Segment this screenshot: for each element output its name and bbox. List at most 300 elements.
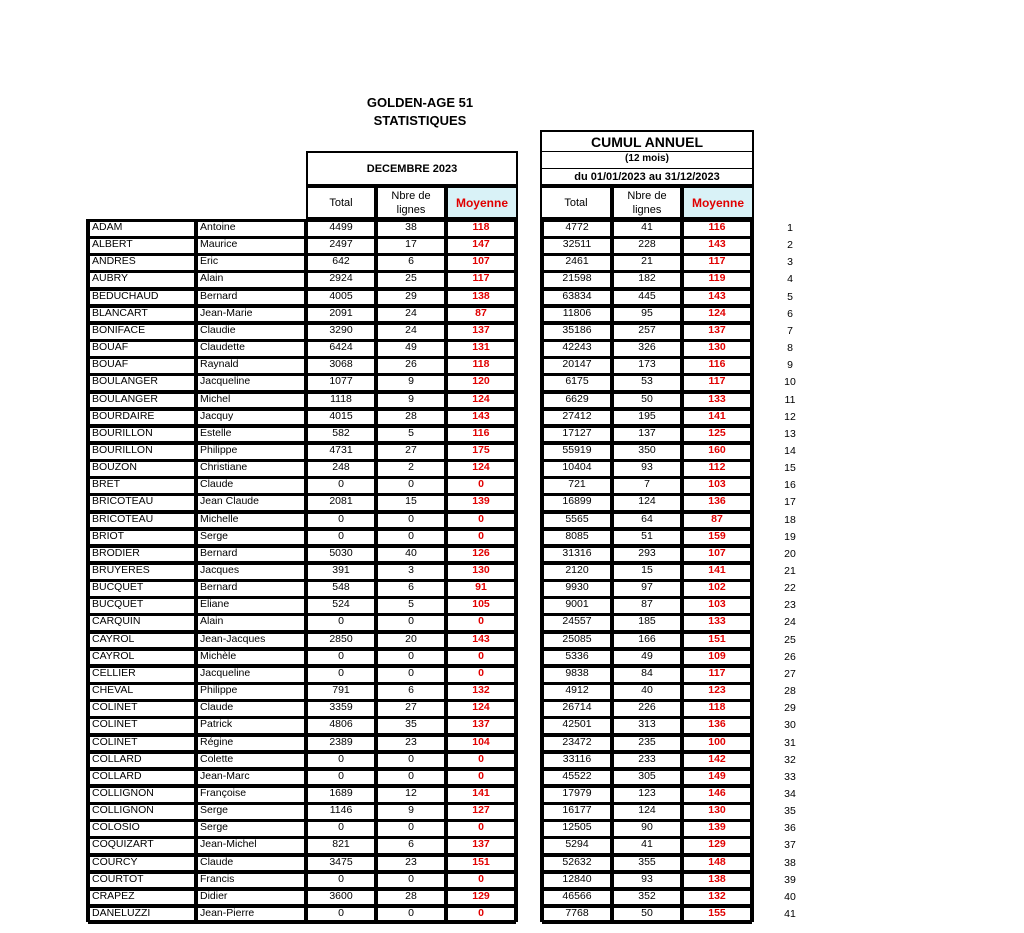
cell-annual-total: 5565: [542, 512, 612, 530]
cell-nom: COURCY: [88, 855, 196, 873]
annual-header-box: [540, 130, 754, 186]
cell-annual-moyenne: 148: [682, 855, 752, 873]
cell-month-moyenne: 124: [446, 700, 516, 718]
cell-prenom: Claude: [196, 855, 306, 873]
cell-annual-moyenne: 133: [682, 614, 752, 632]
cell-annual-total: 4912: [542, 683, 612, 701]
cell-nom: BOUAF: [88, 340, 196, 358]
cell-rang: 9: [787, 359, 793, 372]
cell-month-total: 2497: [306, 237, 376, 255]
cell-annual-total: 5294: [542, 837, 612, 855]
cell-annual-total: 12505: [542, 820, 612, 838]
cell-annual-moyenne: 125: [682, 426, 752, 444]
cell-month-moyenne: 124: [446, 392, 516, 410]
cell-prenom: Claude: [196, 477, 306, 495]
cell-annual-moyenne: 160: [682, 443, 752, 461]
cell-nom: BOUAF: [88, 357, 196, 375]
cell-month-lignes: 5: [376, 426, 446, 444]
cell-month-lignes: 27: [376, 443, 446, 461]
cell-nom: BOUZON: [88, 460, 196, 478]
cell-nom: CELLIER: [88, 666, 196, 684]
cell-annual-lignes: 50: [612, 906, 682, 924]
cell-annual-lignes: 15: [612, 563, 682, 581]
cell-month-total: 2091: [306, 306, 376, 324]
cell-month-total: 821: [306, 837, 376, 855]
cell-nom: CRAPEZ: [88, 889, 196, 907]
cell-month-moyenne: 0: [446, 769, 516, 787]
cell-nom: BLANCART: [88, 306, 196, 324]
cell-annual-lignes: 64: [612, 512, 682, 530]
cell-month-lignes: 24: [376, 323, 446, 341]
cell-prenom: Michel: [196, 392, 306, 410]
cell-prenom: Bernard: [196, 580, 306, 598]
cell-nom: COQUIZART: [88, 837, 196, 855]
cell-month-total: 3068: [306, 357, 376, 375]
cell-month-lignes: 0: [376, 752, 446, 770]
cell-annual-moyenne: 102: [682, 580, 752, 598]
cell-annual-lignes: 41: [612, 220, 682, 238]
cell-month-total: 3475: [306, 855, 376, 873]
cell-annual-total: 42501: [542, 717, 612, 735]
cell-nom: ADAM: [88, 220, 196, 238]
cell-annual-total: 7768: [542, 906, 612, 924]
cell-month-moyenne: 139: [446, 494, 516, 512]
cell-nom: DANELUZZI: [88, 906, 196, 924]
cell-annual-moyenne: 137: [682, 323, 752, 341]
cell-annual-total: 16177: [542, 803, 612, 821]
cell-prenom: Serge: [196, 529, 306, 547]
cell-annual-lignes: 53: [612, 374, 682, 392]
cell-rang: 34: [784, 787, 796, 800]
cell-month-moyenne: 138: [446, 289, 516, 307]
cell-rang: 31: [784, 736, 796, 749]
cell-month-moyenne: 116: [446, 426, 516, 444]
cell-annual-total: 32511: [542, 237, 612, 255]
cell-rang: 21: [784, 565, 796, 577]
cell-annual-total: 17979: [542, 786, 612, 804]
cell-prenom: Jean-Michel: [196, 837, 306, 855]
cell-annual-moyenne: 136: [682, 494, 752, 512]
cell-month-total: 3290: [306, 323, 376, 341]
cell-annual-lignes: 93: [612, 460, 682, 478]
cell-month-lignes: 29: [376, 289, 446, 307]
cell-month-lignes: 0: [376, 649, 446, 667]
cell-annual-lignes: 350: [612, 443, 682, 461]
cell-month-lignes: 0: [376, 614, 446, 632]
cell-prenom: Jean-Jacques: [196, 632, 306, 650]
cell-rang: 41: [784, 908, 796, 920]
cell-annual-total: 5336: [542, 649, 612, 667]
cell-prenom: Jacques: [196, 563, 306, 581]
cell-prenom: Jacquy: [196, 409, 306, 427]
cell-month-lignes: 35: [376, 717, 446, 735]
cell-prenom: Patrick: [196, 717, 306, 735]
cell-rang: 8: [787, 342, 793, 355]
cell-annual-moyenne: 141: [682, 563, 752, 581]
cell-month-lignes: 0: [376, 906, 446, 924]
cell-month-total: 5030: [306, 546, 376, 564]
cell-annual-lignes: 137: [612, 426, 682, 444]
cell-month-moyenne: 118: [446, 357, 516, 375]
cell-nom: COLLIGNON: [88, 803, 196, 821]
cell-rang: 2: [787, 239, 793, 252]
cell-rang: 20: [784, 547, 796, 560]
cell-month-moyenne: 147: [446, 237, 516, 255]
cell-nom: COLINET: [88, 735, 196, 753]
cell-nom: BRET: [88, 477, 196, 495]
cell-rang: 32: [784, 753, 796, 766]
cell-nom: COLINET: [88, 700, 196, 718]
annual-period: du 01/01/2023 au 31/12/2023: [542, 168, 752, 184]
cell-month-lignes: 28: [376, 889, 446, 907]
cell-annual-total: 10404: [542, 460, 612, 478]
cell-annual-total: 52632: [542, 855, 612, 873]
cell-annual-lignes: 185: [612, 614, 682, 632]
cell-nom: BRICOTEAU: [88, 494, 196, 512]
cell-annual-total: 2120: [542, 563, 612, 581]
cell-annual-moyenne: 119: [682, 271, 752, 289]
cell-nom: COLLARD: [88, 769, 196, 787]
cell-annual-lignes: 41: [612, 837, 682, 855]
cell-month-total: 4499: [306, 220, 376, 238]
cell-month-moyenne: 143: [446, 409, 516, 427]
cell-month-moyenne: 131: [446, 340, 516, 358]
cell-annual-lignes: 95: [612, 306, 682, 324]
cell-rang: 27: [784, 667, 796, 680]
cell-rang: 3: [787, 256, 793, 269]
cell-month-moyenne: 0: [446, 477, 516, 495]
month-header: DECEMBRE 2023: [366, 163, 458, 175]
cell-annual-lignes: 166: [612, 632, 682, 650]
cell-annual-moyenne: 151: [682, 632, 752, 650]
cell-annual-moyenne: 149: [682, 769, 752, 787]
cell-nom: BONIFACE: [88, 323, 196, 341]
cell-annual-lignes: 355: [612, 855, 682, 873]
cell-annual-total: 23472: [542, 735, 612, 753]
cell-month-lignes: 3: [376, 563, 446, 581]
cell-nom: ALBERT: [88, 237, 196, 255]
cell-annual-lignes: 51: [612, 529, 682, 547]
cell-month-lignes: 9: [376, 803, 446, 821]
cell-prenom: Eliane: [196, 597, 306, 615]
cell-month-total: 0: [306, 752, 376, 770]
cell-nom: BRUYERES: [88, 563, 196, 581]
cell-month-lignes: 6: [376, 580, 446, 598]
cell-month-total: 524: [306, 597, 376, 615]
cell-month-total: 248: [306, 460, 376, 478]
cell-annual-moyenne: 129: [682, 837, 752, 855]
cell-month-lignes: 0: [376, 666, 446, 684]
cell-rang: 14: [784, 444, 796, 457]
cell-annual-moyenne: 136: [682, 717, 752, 735]
cell-rang: 37: [784, 839, 796, 852]
cell-month-total: 791: [306, 683, 376, 701]
cell-nom: COLOSIO: [88, 820, 196, 838]
cell-annual-moyenne: 132: [682, 889, 752, 907]
cell-annual-lignes: 173: [612, 357, 682, 375]
cell-rang: 25: [784, 633, 796, 646]
annual-subtitle: (12 mois): [625, 153, 669, 164]
cell-annual-moyenne: 124: [682, 306, 752, 324]
cell-rang: 1: [787, 222, 793, 234]
cell-nom: BUCQUET: [88, 580, 196, 598]
cell-month-moyenne: 0: [446, 649, 516, 667]
cell-prenom: Colette: [196, 752, 306, 770]
cell-month-moyenne: 87: [446, 306, 516, 324]
cell-month-moyenne: 0: [446, 906, 516, 924]
cell-annual-lignes: 257: [612, 323, 682, 341]
cell-rang: 13: [784, 427, 796, 440]
cell-annual-moyenne: 116: [682, 357, 752, 375]
cell-rang: 26: [784, 650, 796, 663]
cell-prenom: Serge: [196, 820, 306, 838]
cell-month-total: 582: [306, 426, 376, 444]
cell-month-lignes: 5: [376, 597, 446, 615]
cell-nom: BRIOT: [88, 529, 196, 547]
page-title: GOLDEN-AGE 51: [366, 95, 474, 110]
cell-annual-moyenne: 138: [682, 872, 752, 890]
cell-month-moyenne: 107: [446, 254, 516, 272]
annual-col-lignes: Nbre de lignes: [612, 186, 682, 219]
cell-annual-total: 27412: [542, 409, 612, 427]
cell-annual-moyenne: 130: [682, 803, 752, 821]
cell-rang: 35: [784, 805, 796, 818]
cell-annual-lignes: 226: [612, 700, 682, 718]
cell-nom: CAYROL: [88, 632, 196, 650]
cell-month-lignes: 6: [376, 254, 446, 272]
cell-prenom: Serge: [196, 803, 306, 821]
cell-annual-lignes: 124: [612, 494, 682, 512]
cell-nom: BRODIER: [88, 546, 196, 564]
month-col-moyenne: Moyenne: [446, 186, 518, 219]
cell-prenom: Estelle: [196, 426, 306, 444]
cell-rang: 16: [784, 479, 796, 492]
cell-month-total: 0: [306, 512, 376, 530]
cell-nom: COLINET: [88, 717, 196, 735]
cell-annual-lignes: 195: [612, 409, 682, 427]
cell-annual-lignes: 228: [612, 237, 682, 255]
cell-rang: 39: [784, 873, 796, 886]
cell-month-total: 0: [306, 529, 376, 547]
cell-annual-total: 9930: [542, 580, 612, 598]
cell-month-lignes: 24: [376, 306, 446, 324]
cell-month-moyenne: 0: [446, 614, 516, 632]
cell-month-lignes: 0: [376, 529, 446, 547]
cell-month-total: 391: [306, 563, 376, 581]
cell-rang: 29: [784, 702, 796, 715]
cell-annual-total: 35186: [542, 323, 612, 341]
cell-month-total: 1689: [306, 786, 376, 804]
cell-prenom: Michèle: [196, 649, 306, 667]
cell-month-lignes: 20: [376, 632, 446, 650]
cell-prenom: Jacqueline: [196, 666, 306, 684]
cell-annual-lignes: 93: [612, 872, 682, 890]
cell-month-lignes: 40: [376, 546, 446, 564]
cell-nom: BOURILLON: [88, 443, 196, 461]
cell-annual-lignes: 40: [612, 683, 682, 701]
cell-annual-moyenne: 117: [682, 666, 752, 684]
cell-annual-moyenne: 100: [682, 735, 752, 753]
cell-rang: 36: [784, 822, 796, 835]
cell-annual-moyenne: 133: [682, 392, 752, 410]
cell-nom: BOULANGER: [88, 374, 196, 392]
cell-prenom: Claude: [196, 700, 306, 718]
cell-month-moyenne: 126: [446, 546, 516, 564]
cell-annual-total: 11806: [542, 306, 612, 324]
cell-annual-total: 31316: [542, 546, 612, 564]
cell-annual-total: 42243: [542, 340, 612, 358]
cell-month-moyenne: 0: [446, 666, 516, 684]
cell-annual-total: 20147: [542, 357, 612, 375]
cell-annual-moyenne: 123: [682, 683, 752, 701]
cell-annual-total: 6629: [542, 392, 612, 410]
cell-month-lignes: 2: [376, 460, 446, 478]
cell-annual-lignes: 293: [612, 546, 682, 564]
cell-annual-total: 46566: [542, 889, 612, 907]
cell-prenom: Jean-Marie: [196, 306, 306, 324]
cell-annual-total: 2461: [542, 254, 612, 272]
cell-rang: 15: [784, 462, 796, 475]
cell-month-total: 1146: [306, 803, 376, 821]
cell-month-total: 0: [306, 872, 376, 890]
cell-prenom: Michelle: [196, 512, 306, 530]
cell-month-total: 1118: [306, 392, 376, 410]
cell-annual-lignes: 445: [612, 289, 682, 307]
cell-month-moyenne: 175: [446, 443, 516, 461]
cell-month-moyenne: 151: [446, 855, 516, 873]
cell-month-lignes: 27: [376, 700, 446, 718]
cell-month-lignes: 6: [376, 837, 446, 855]
cell-annual-moyenne: 118: [682, 700, 752, 718]
cell-month-total: 4015: [306, 409, 376, 427]
annual-title: CUMUL ANNUEL: [542, 134, 752, 152]
cell-nom: ANDRES: [88, 254, 196, 272]
cell-prenom: Claudette: [196, 340, 306, 358]
cell-month-total: 3600: [306, 889, 376, 907]
cell-month-total: 2389: [306, 735, 376, 753]
month-col-total: Total: [306, 186, 376, 219]
cell-rang: 4: [787, 273, 793, 286]
cell-month-total: 4731: [306, 443, 376, 461]
cell-annual-lignes: 326: [612, 340, 682, 358]
cell-month-total: 0: [306, 477, 376, 495]
cell-month-moyenne: 127: [446, 803, 516, 821]
cell-month-lignes: 6: [376, 683, 446, 701]
cell-month-moyenne: 0: [446, 872, 516, 890]
cell-month-moyenne: 0: [446, 752, 516, 770]
cell-nom: BOULANGER: [88, 392, 196, 410]
cell-month-moyenne: 124: [446, 460, 516, 478]
month-col-lignes: Nbre de lignes: [376, 186, 446, 219]
cell-rang: 7: [787, 324, 793, 337]
cell-month-total: 4005: [306, 289, 376, 307]
cell-month-lignes: 23: [376, 735, 446, 753]
cell-prenom: Francis: [196, 872, 306, 890]
cell-prenom: Bernard: [196, 546, 306, 564]
cell-annual-moyenne: 130: [682, 340, 752, 358]
annual-col-moyenne: Moyenne: [682, 186, 754, 219]
cell-annual-moyenne: 141: [682, 409, 752, 427]
cell-month-moyenne: 120: [446, 374, 516, 392]
cell-annual-total: 4772: [542, 220, 612, 238]
cell-month-lignes: 0: [376, 872, 446, 890]
cell-month-moyenne: 0: [446, 512, 516, 530]
cell-rang: 23: [784, 599, 796, 612]
cell-rang: 10: [784, 376, 796, 389]
cell-prenom: Raynald: [196, 357, 306, 375]
cell-month-moyenne: 0: [446, 820, 516, 838]
cell-month-lignes: 17: [376, 237, 446, 255]
cell-annual-moyenne: 146: [682, 786, 752, 804]
cell-rang: 5: [787, 290, 793, 303]
cell-month-moyenne: 129: [446, 889, 516, 907]
cell-annual-lignes: 84: [612, 666, 682, 684]
cell-nom: COURTOT: [88, 872, 196, 890]
cell-prenom: Claudie: [196, 323, 306, 341]
cell-month-total: 6424: [306, 340, 376, 358]
cell-rang: 28: [784, 685, 796, 698]
cell-annual-total: 33116: [542, 752, 612, 770]
cell-month-moyenne: 117: [446, 271, 516, 289]
cell-month-lignes: 26: [376, 357, 446, 375]
cell-annual-total: 25085: [542, 632, 612, 650]
cell-annual-total: 17127: [542, 426, 612, 444]
cell-month-moyenne: 137: [446, 837, 516, 855]
cell-annual-moyenne: 139: [682, 820, 752, 838]
cell-rang: 17: [784, 496, 796, 509]
cell-annual-total: 21598: [542, 271, 612, 289]
cell-annual-total: 26714: [542, 700, 612, 718]
cell-annual-total: 9838: [542, 666, 612, 684]
cell-annual-moyenne: 103: [682, 477, 752, 495]
cell-month-total: 0: [306, 614, 376, 632]
cell-month-total: 4806: [306, 717, 376, 735]
cell-annual-lignes: 90: [612, 820, 682, 838]
cell-annual-total: 12840: [542, 872, 612, 890]
cell-annual-moyenne: 107: [682, 546, 752, 564]
cell-annual-moyenne: 117: [682, 374, 752, 392]
cell-prenom: Eric: [196, 254, 306, 272]
cell-prenom: Christiane: [196, 460, 306, 478]
cell-nom: BOURDAIRE: [88, 409, 196, 427]
cell-annual-moyenne: 87: [682, 512, 752, 530]
cell-prenom: Bernard: [196, 289, 306, 307]
cell-annual-total: 63834: [542, 289, 612, 307]
cell-annual-lignes: 49: [612, 649, 682, 667]
cell-annual-lignes: 305: [612, 769, 682, 787]
cell-annual-total: 721: [542, 477, 612, 495]
cell-month-total: 0: [306, 820, 376, 838]
cell-month-lignes: 49: [376, 340, 446, 358]
cell-month-total: 0: [306, 769, 376, 787]
cell-annual-lignes: 233: [612, 752, 682, 770]
cell-month-moyenne: 143: [446, 632, 516, 650]
cell-month-lignes: 0: [376, 477, 446, 495]
cell-annual-moyenne: 155: [682, 906, 752, 924]
cell-rang: 19: [784, 530, 796, 543]
cell-rang: 24: [784, 616, 796, 629]
cell-month-lignes: 0: [376, 820, 446, 838]
cell-month-lignes: 0: [376, 512, 446, 530]
cell-month-total: 0: [306, 666, 376, 684]
cell-annual-lignes: 235: [612, 735, 682, 753]
cell-nom: CAYROL: [88, 649, 196, 667]
cell-prenom: Jean-Marc: [196, 769, 306, 787]
cell-month-total: 1077: [306, 374, 376, 392]
cell-nom: AUBRY: [88, 271, 196, 289]
cell-month-total: 2924: [306, 271, 376, 289]
cell-annual-total: 6175: [542, 374, 612, 392]
